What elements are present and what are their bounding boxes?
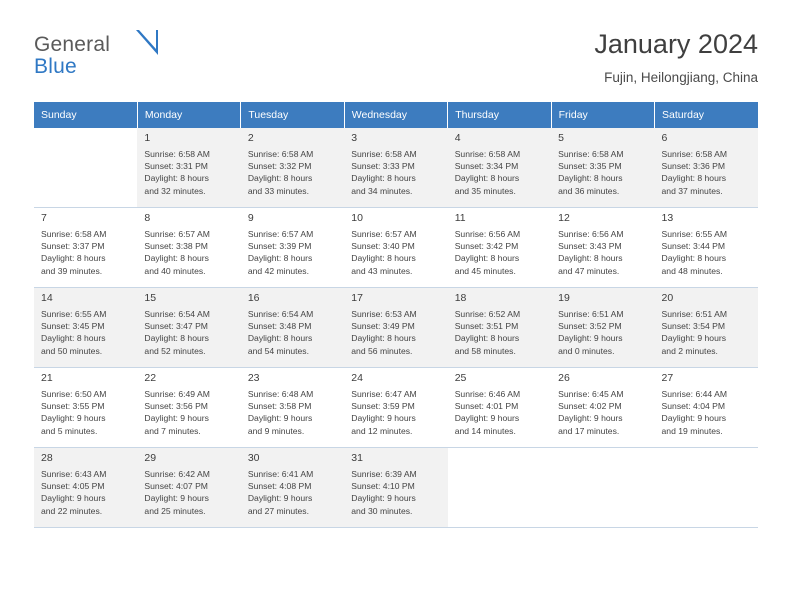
day-number: 17	[351, 292, 363, 304]
day-detail-line: Sunrise: 6:58 AM	[454, 148, 521, 159]
calendar-day-cell[interactable]	[655, 208, 758, 288]
day-number: 19	[558, 292, 570, 304]
day-detail-line: Sunset: 3:33 PM	[351, 161, 415, 172]
day-detail-line: and 5 minutes.	[41, 425, 98, 436]
day-details	[41, 228, 131, 277]
day-detail-line: Daylight: 9 hours	[144, 493, 209, 504]
calendar-day-cell[interactable]	[551, 208, 654, 288]
day-detail-line: Sunrise: 6:49 AM	[144, 388, 210, 399]
day-detail-line: Sunset: 4:07 PM	[144, 481, 208, 492]
day-number: 23	[247, 372, 260, 384]
weekday-header-wednesday: Wednesday	[344, 102, 447, 128]
day-details	[351, 468, 441, 517]
calendar-day-cell[interactable]	[137, 288, 240, 368]
day-detail-line: and 54 minutes.	[247, 345, 309, 356]
day-detail-line: Daylight: 8 hours	[351, 333, 416, 344]
day-detail-line: and 33 minutes.	[247, 185, 309, 196]
logo-text-general: General	[34, 33, 111, 56]
calendar-day-cell[interactable]	[448, 128, 551, 208]
calendar-day-cell[interactable]	[551, 288, 654, 368]
day-detail-line: Sunrise: 6:56 AM	[558, 228, 624, 239]
weekday-header-monday: Monday	[137, 102, 240, 128]
day-detail-line: Sunrise: 6:58 AM	[144, 148, 210, 159]
day-detail-line: and 27 minutes.	[247, 505, 309, 516]
weekday-header-friday: Friday	[551, 102, 654, 128]
calendar-empty-cell	[655, 448, 758, 528]
day-detail-line: and 32 minutes.	[144, 185, 206, 196]
day-detail-line: Sunrise: 6:42 AM	[144, 468, 210, 479]
day-detail-line: Sunset: 3:43 PM	[558, 241, 622, 252]
day-detail-line: Sunset: 3:56 PM	[144, 401, 208, 412]
day-detail-line: Daylight: 8 hours	[144, 253, 209, 264]
day-number: 11	[454, 212, 466, 224]
day-detail-line: Sunset: 3:34 PM	[454, 161, 519, 172]
day-detail-line: and 40 minutes.	[144, 265, 206, 276]
day-number: 8	[144, 212, 151, 224]
calendar-day-cell[interactable]	[137, 208, 240, 288]
day-detail-line: Daylight: 9 hours	[41, 413, 106, 424]
calendar-week-row	[34, 448, 758, 528]
day-number: 16	[247, 292, 260, 304]
calendar-empty-cell	[34, 128, 137, 208]
day-detail-line: Sunset: 3:49 PM	[351, 321, 415, 332]
day-detail-line: Sunrise: 6:43 AM	[41, 468, 107, 479]
day-details	[144, 388, 234, 437]
location-subtitle: Fujin, Heilongjiang, China	[604, 69, 758, 85]
day-number: 26	[558, 372, 570, 384]
day-number: 5	[558, 132, 564, 144]
day-detail-line: and 48 minutes.	[661, 265, 723, 276]
day-detail-line: Sunrise: 6:54 AM	[144, 308, 210, 319]
day-details	[351, 148, 441, 197]
day-details	[558, 148, 648, 197]
day-detail-line: and 58 minutes.	[454, 345, 516, 356]
day-detail-line: Daylight: 8 hours	[454, 333, 520, 344]
day-number: 9	[247, 212, 254, 224]
day-details	[248, 308, 338, 357]
calendar-day-cell[interactable]	[655, 128, 758, 208]
day-detail-line: and 30 minutes.	[351, 505, 413, 516]
day-details	[558, 308, 648, 357]
calendar-day-cell[interactable]	[448, 288, 551, 368]
day-detail-line: Daylight: 8 hours	[351, 173, 416, 184]
day-detail-line: Sunrise: 6:58 AM	[41, 228, 107, 239]
day-detail-line: Sunrise: 6:51 AM	[661, 308, 727, 319]
calendar-day-cell[interactable]	[34, 208, 137, 288]
day-number: 20	[661, 292, 674, 304]
calendar-day-cell[interactable]	[34, 288, 137, 368]
day-detail-line: Sunrise: 6:47 AM	[351, 388, 417, 399]
day-detail-line: Sunset: 3:38 PM	[144, 241, 208, 252]
day-details	[558, 388, 648, 437]
day-detail-line: Sunset: 4:08 PM	[247, 481, 312, 492]
calendar-day-cell[interactable]	[241, 288, 344, 368]
day-detail-line: Daylight: 8 hours	[41, 333, 106, 344]
day-detail-line: Daylight: 9 hours	[247, 413, 313, 424]
day-number: 31	[351, 452, 363, 464]
calendar-day-cell[interactable]	[551, 128, 654, 208]
day-detail-line: Daylight: 8 hours	[558, 173, 623, 184]
day-details	[662, 228, 752, 277]
day-detail-line: and 19 minutes.	[661, 425, 723, 436]
day-detail-line: Sunset: 3:54 PM	[661, 321, 726, 332]
day-detail-line: and 14 minutes.	[454, 425, 516, 436]
day-detail-line: Sunset: 3:52 PM	[558, 321, 622, 332]
weekday-header-thursday: Thursday	[448, 102, 551, 128]
day-detail-line: and 34 minutes.	[351, 185, 413, 196]
calendar-day-cell[interactable]	[137, 448, 240, 528]
day-detail-line: Daylight: 9 hours	[351, 413, 416, 424]
calendar-day-cell[interactable]	[448, 368, 551, 448]
day-detail-line: and 36 minutes.	[558, 185, 620, 196]
calendar-day-cell[interactable]	[241, 208, 344, 288]
day-number: 2	[247, 132, 254, 144]
day-number: 4	[454, 132, 461, 144]
day-details	[558, 228, 648, 277]
day-detail-line: Daylight: 8 hours	[351, 253, 416, 264]
calendar-day-cell[interactable]	[655, 288, 758, 368]
calendar-week-row	[34, 208, 758, 288]
day-detail-line: and 47 minutes.	[558, 265, 620, 276]
day-number: 7	[41, 212, 47, 224]
calendar-day-cell[interactable]	[137, 128, 240, 208]
day-details	[351, 228, 441, 277]
day-number: 28	[41, 452, 53, 464]
day-details	[248, 468, 338, 517]
day-detail-line: Daylight: 8 hours	[144, 333, 209, 344]
calendar-day-cell[interactable]	[551, 368, 654, 448]
calendar-day-cell[interactable]	[344, 128, 447, 208]
page-header	[34, 28, 758, 90]
day-detail-line: Sunrise: 6:39 AM	[351, 468, 417, 479]
calendar-day-cell[interactable]	[241, 448, 344, 528]
day-details	[144, 308, 234, 357]
day-detail-line: Sunrise: 6:46 AM	[454, 388, 521, 399]
day-details	[248, 388, 338, 437]
day-detail-line: Sunrise: 6:58 AM	[558, 148, 624, 159]
day-detail-line: Sunrise: 6:48 AM	[247, 388, 314, 399]
calendar-week-row	[34, 288, 758, 368]
calendar-empty-cell	[448, 448, 551, 528]
triangle-logo-inner-icon	[139, 30, 156, 49]
day-detail-line: Daylight: 8 hours	[247, 333, 313, 344]
calendar-day-cell[interactable]	[241, 128, 344, 208]
day-detail-line: Sunset: 3:47 PM	[144, 321, 208, 332]
day-detail-line: Daylight: 9 hours	[247, 493, 313, 504]
day-number: 18	[454, 292, 467, 304]
day-detail-line: Sunset: 4:04 PM	[661, 401, 726, 412]
title-block	[594, 28, 758, 85]
day-detail-line: Sunrise: 6:55 AM	[41, 308, 107, 319]
day-detail-line: and 17 minutes.	[558, 425, 620, 436]
day-number: 24	[351, 372, 363, 384]
day-detail-line: Sunrise: 6:58 AM	[247, 148, 314, 159]
day-detail-line: Sunset: 3:39 PM	[247, 241, 312, 252]
page-title: January 2024	[594, 29, 758, 59]
day-detail-line: Daylight: 9 hours	[144, 413, 209, 424]
day-detail-line: Sunrise: 6:57 AM	[144, 228, 210, 239]
day-detail-line: Daylight: 8 hours	[558, 253, 623, 264]
day-details	[41, 308, 131, 357]
day-detail-line: Sunrise: 6:53 AM	[351, 308, 417, 319]
day-detail-line: and 2 minutes.	[661, 345, 718, 356]
day-detail-line: and 7 minutes.	[144, 425, 201, 436]
day-detail-line: Sunrise: 6:51 AM	[558, 308, 624, 319]
day-detail-line: Daylight: 8 hours	[661, 173, 727, 184]
day-detail-line: Daylight: 8 hours	[144, 173, 209, 184]
weekday-header-tuesday: Tuesday	[241, 102, 344, 128]
day-detail-line: Daylight: 8 hours	[454, 173, 520, 184]
calendar-day-cell[interactable]	[344, 368, 447, 448]
day-number: 30	[247, 452, 260, 464]
day-detail-line: Sunset: 3:31 PM	[144, 161, 208, 172]
calendar-day-cell[interactable]	[448, 208, 551, 288]
day-detail-line: Sunset: 3:35 PM	[558, 161, 622, 172]
calendar-day-cell[interactable]	[344, 288, 447, 368]
day-detail-line: Sunset: 3:48 PM	[247, 321, 312, 332]
day-detail-line: Sunrise: 6:58 AM	[351, 148, 417, 159]
day-detail-line: Sunrise: 6:57 AM	[351, 228, 417, 239]
day-details	[455, 308, 545, 357]
day-detail-line: Sunset: 3:44 PM	[661, 241, 726, 252]
calendar-body	[34, 128, 758, 528]
day-detail-line: and 35 minutes.	[454, 185, 516, 196]
day-detail-line: Sunset: 3:42 PM	[454, 241, 519, 252]
day-detail-line: Sunrise: 6:56 AM	[454, 228, 521, 239]
day-detail-line: Sunrise: 6:45 AM	[558, 388, 624, 399]
day-detail-line: Sunset: 4:10 PM	[351, 481, 415, 492]
day-detail-line: and 43 minutes.	[351, 265, 413, 276]
day-detail-line: and 37 minutes.	[661, 185, 723, 196]
day-detail-line: Sunset: 3:55 PM	[41, 401, 105, 412]
day-detail-line: and 56 minutes.	[351, 345, 413, 356]
day-number: 14	[41, 292, 53, 304]
day-number: 12	[558, 212, 570, 224]
day-number: 29	[144, 452, 157, 464]
day-detail-line: Sunrise: 6:57 AM	[247, 228, 314, 239]
weekday-header-sunday: Sunday	[34, 102, 137, 128]
day-detail-line: Daylight: 9 hours	[661, 333, 727, 344]
day-detail-line: and 50 minutes.	[41, 345, 103, 356]
calendar-day-cell[interactable]	[137, 368, 240, 448]
day-number: 22	[144, 372, 157, 384]
day-detail-line: Sunrise: 6:44 AM	[661, 388, 727, 399]
day-detail-line: Daylight: 9 hours	[661, 413, 727, 424]
day-detail-line: Sunset: 3:36 PM	[661, 161, 726, 172]
day-detail-line: Sunset: 4:05 PM	[41, 481, 105, 492]
day-detail-line: and 52 minutes.	[144, 345, 206, 356]
day-number: 13	[661, 212, 674, 224]
day-details	[662, 148, 752, 197]
day-detail-line: and 12 minutes.	[351, 425, 413, 436]
calendar-day-cell[interactable]	[241, 368, 344, 448]
logo-text-blue: Blue	[34, 55, 77, 78]
day-details	[455, 228, 545, 277]
calendar-week-row	[34, 128, 758, 208]
day-detail-line: Daylight: 8 hours	[454, 253, 520, 264]
day-detail-line: and 9 minutes.	[247, 425, 305, 436]
day-details	[41, 468, 131, 517]
day-detail-line: Daylight: 8 hours	[247, 253, 313, 264]
day-details	[144, 468, 234, 517]
day-detail-line: Sunset: 3:59 PM	[351, 401, 415, 412]
day-details	[248, 148, 338, 197]
calendar-empty-cell	[551, 448, 654, 528]
day-detail-line: Daylight: 9 hours	[41, 493, 106, 504]
weekday-header-saturday: Saturday	[655, 102, 758, 128]
day-detail-line: Sunset: 3:37 PM	[41, 241, 105, 252]
day-details	[455, 388, 545, 437]
day-details	[351, 388, 441, 437]
day-detail-line: and 0 minutes.	[558, 345, 615, 356]
calendar-day-cell[interactable]	[344, 208, 447, 288]
day-detail-line: and 42 minutes.	[247, 265, 309, 276]
day-details	[144, 148, 234, 197]
day-detail-line: Daylight: 9 hours	[454, 413, 520, 424]
calendar-day-cell[interactable]	[344, 448, 447, 528]
calendar-day-cell[interactable]	[34, 448, 137, 528]
day-detail-line: Daylight: 8 hours	[247, 173, 313, 184]
day-detail-line: and 39 minutes.	[41, 265, 103, 276]
day-detail-line: Sunset: 4:02 PM	[558, 401, 622, 412]
day-number: 3	[351, 132, 358, 144]
day-detail-line: Daylight: 8 hours	[661, 253, 727, 264]
day-detail-line: Sunrise: 6:55 AM	[661, 228, 727, 239]
general-blue-logo[interactable]	[34, 28, 142, 77]
day-number: 21	[41, 372, 53, 384]
day-detail-line: Daylight: 9 hours	[351, 493, 416, 504]
day-number: 10	[351, 212, 363, 224]
day-detail-line: Sunset: 3:45 PM	[41, 321, 105, 332]
day-detail-line: and 22 minutes.	[41, 505, 103, 516]
day-details	[662, 308, 752, 357]
day-details	[248, 228, 338, 277]
day-detail-line: Sunrise: 6:58 AM	[661, 148, 727, 159]
day-details	[351, 308, 441, 357]
calendar-day-cell[interactable]	[655, 368, 758, 448]
day-detail-line: and 45 minutes.	[454, 265, 516, 276]
day-detail-line: Sunset: 4:01 PM	[454, 401, 519, 412]
day-details	[41, 388, 131, 437]
day-detail-line: Sunrise: 6:50 AM	[41, 388, 107, 399]
day-details	[144, 228, 234, 277]
day-detail-line: Daylight: 9 hours	[558, 413, 623, 424]
day-number: 6	[661, 132, 668, 144]
calendar-day-cell[interactable]	[34, 368, 137, 448]
day-detail-line: Daylight: 8 hours	[41, 253, 106, 264]
weekday-header-row	[34, 102, 758, 128]
day-detail-line: Sunrise: 6:54 AM	[247, 308, 314, 319]
day-number: 25	[454, 372, 467, 384]
day-detail-line: and 25 minutes.	[144, 505, 206, 516]
day-number: 27	[661, 372, 674, 384]
day-detail-line: Daylight: 9 hours	[558, 333, 623, 344]
day-details	[662, 388, 752, 437]
day-detail-line: Sunset: 3:32 PM	[247, 161, 312, 172]
day-detail-line: Sunset: 3:40 PM	[351, 241, 415, 252]
day-detail-line: Sunrise: 6:41 AM	[247, 468, 314, 479]
calendar-week-row	[34, 368, 758, 448]
day-detail-line: Sunrise: 6:52 AM	[454, 308, 521, 319]
day-number: 1	[144, 132, 151, 144]
day-details	[455, 148, 545, 197]
day-detail-line: Sunset: 3:58 PM	[247, 401, 312, 412]
day-number: 15	[144, 292, 157, 304]
calendar-table	[34, 102, 758, 528]
day-detail-line: Sunset: 3:51 PM	[454, 321, 519, 332]
